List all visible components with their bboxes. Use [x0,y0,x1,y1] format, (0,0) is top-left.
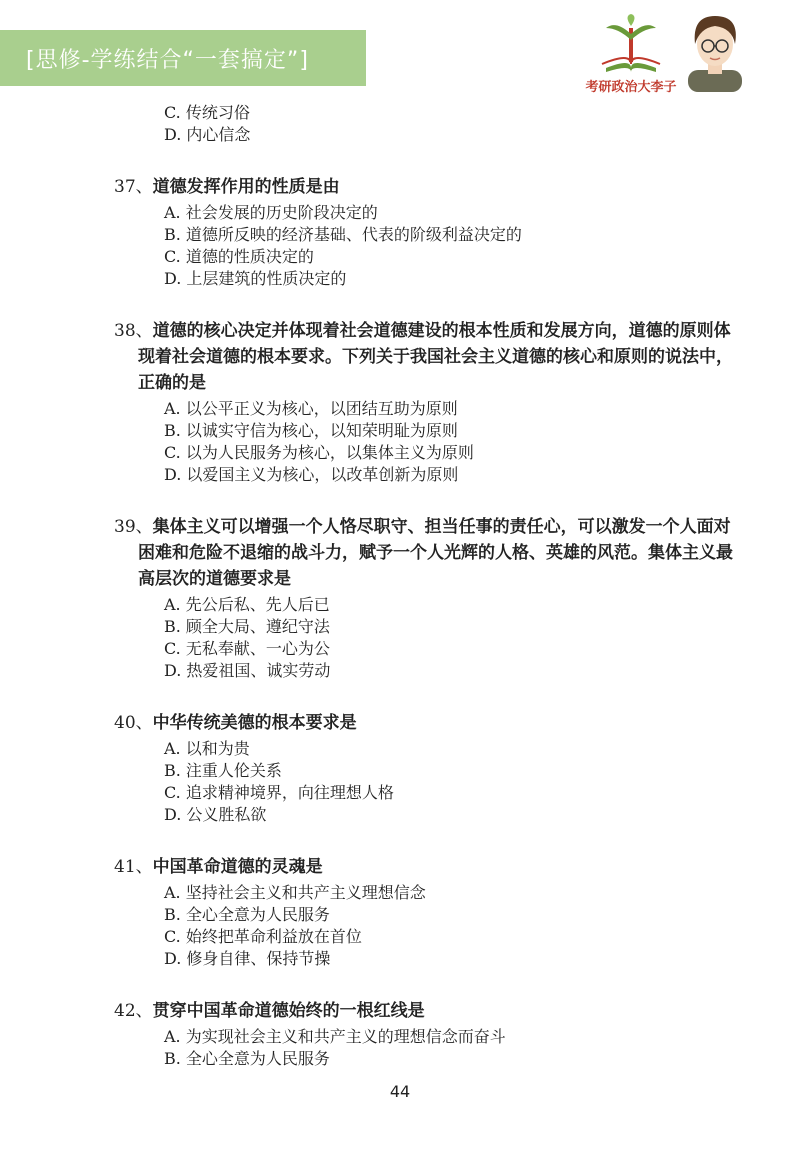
book-tree-logo-icon [576,14,686,76]
option: C. 追求精神境界，向往理想人格 [164,783,394,802]
question-text: 道德发挥作用的性质是由 [152,177,340,197]
page-number: 44 [389,1082,411,1101]
option: C. 道德的性质决定的 [164,247,314,266]
question-text: 中国革命道德的灵魂是 [152,857,323,877]
option: D. 修身自律、保持节操 [164,949,331,968]
question-stem [114,174,734,200]
option: B. 注重人伦关系 [164,761,282,780]
option: A. 坚持社会主义和共产主义理想信念 [164,883,426,902]
avatar [684,10,746,92]
question-37 [114,174,734,290]
option: D. 内心信念 [164,125,251,144]
option: B. 道德所反映的经济基础、代表的阶级利益决定的 [164,225,522,244]
question-text: 贯穿中国革命道德始终的一根红线是 [152,1001,425,1021]
option: B. 全心全意为人民服务 [164,1049,330,1068]
question-text: 中华传统美德的根本要求是 [152,713,357,733]
logo-text: 考研政治大李子 [585,80,677,95]
question-list [114,102,734,1070]
question-stem [114,710,734,736]
option: A. 社会发展的历史阶段决定的 [164,203,378,222]
option: D. 公义胜私欲 [164,805,267,824]
question-number: 37、 [114,177,153,197]
question-number: 39、 [114,517,153,537]
option: B. 以诚实守信为核心，以知荣明耻为原则 [164,421,458,440]
question-41 [114,854,734,970]
header-title: [思修-学练结合“一套搞定”] [26,47,309,73]
option: B. 全心全意为人民服务 [164,905,330,924]
leading-options [114,102,734,146]
question-text: 集体主义可以增强一个人恪尽职守、担当任事的责任心，可以激发一个人面对困难和危险不退缩的战斗力，赋予一个人光辉的人格、英雄的风范。集体主义最高层次的道德要求是 [138,517,733,589]
option: D. 热爱祖国、诚实劳动 [164,661,331,680]
option: C. 始终把革命利益放在首位 [164,927,362,946]
question-number: 38、 [114,321,153,341]
header-banner [0,30,366,86]
option: D. 上层建筑的性质决定的 [164,269,347,288]
question-39 [114,514,734,682]
option: C. 传统习俗 [164,103,250,122]
question-text: 道德的核心决定并体现着社会道德建设的根本性质和发展方向，道德的原则体现着社会道德的根本要求。下列关于我国社会主义道德的核心和原则的说法中，正确的是 [138,321,733,393]
brand-logo [576,14,686,94]
option: B. 顾全大局、遵纪守法 [164,617,330,636]
option: D. 以爱国主义为核心，以改革创新为原则 [164,465,459,484]
option: A. 以和为贵 [164,739,250,758]
option: C. 以为人民服务为核心，以集体主义为原则 [164,443,474,462]
question-40 [114,710,734,826]
question-stem [114,998,734,1024]
question-number: 42、 [114,1001,153,1021]
option: A. 先公后私、先人后已 [164,595,330,614]
question-stem [114,318,734,396]
question-38 [114,318,734,486]
question-stem [114,514,734,592]
option: C. 无私奉献、一心为公 [164,639,330,658]
question-number: 40、 [114,713,153,733]
option: A. 以公平正义为核心，以团结互助为原则 [164,399,458,418]
question-stem [114,854,734,880]
question-42 [114,998,734,1070]
option: A. 为实现社会主义和共产主义的理想信念而奋斗 [164,1027,506,1046]
question-number: 41、 [114,857,153,877]
